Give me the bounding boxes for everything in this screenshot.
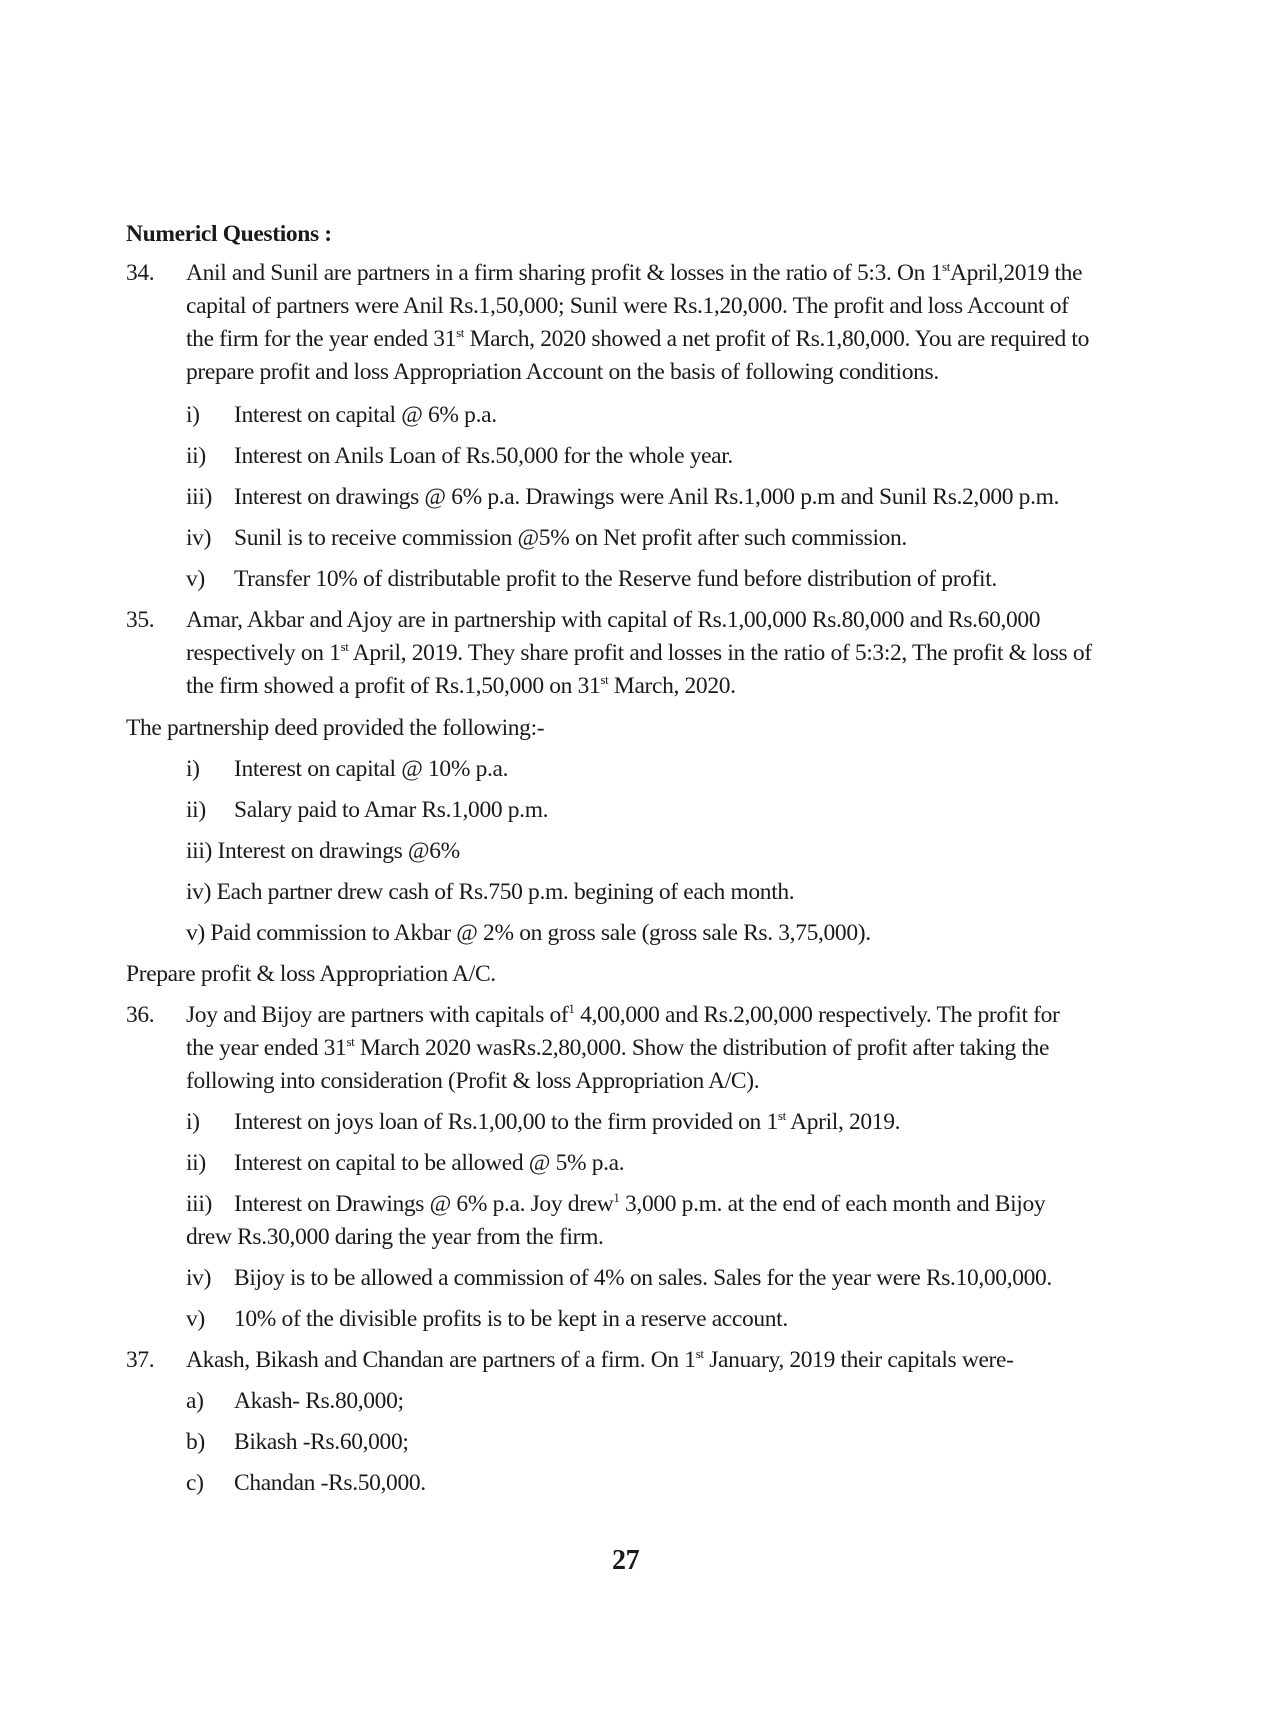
- q36-item-label: ii): [186, 1150, 206, 1176]
- q36-item-label: v): [186, 1306, 205, 1332]
- question-36-line-2: the year ended 31st March 2020 wasRs.2,80,000. Show the distribution of profit after taking the: [186, 1034, 1050, 1061]
- question-36-line-1: Joy and Bijoy are partners with capitals $of^1$ 4,00,000 and Rs.2,00,000 respectively. The profit for: [186, 1001, 1060, 1028]
- q36-item-text: Interest on capital to be allowed @ 5% p.a.: [234, 1150, 625, 1176]
- q36-item-text: Interest on joys loan of Rs.1,00,00 to the firm provided on 1st April, 2019.: [234, 1108, 901, 1135]
- question-34-line-1: Anil and Sunil are partners in a firm sharing profit & losses in the ratio of 5:3. On 1stApril,2019 the: [186, 259, 1083, 286]
- question-36-line-3: following into consideration (Profit & loss Appropriation A/C).: [186, 1068, 760, 1094]
- section-heading: Numericl Questions :: [126, 221, 332, 247]
- q34-item-text: Interest on capital @ 6% p.a.: [234, 402, 497, 428]
- q37-item-label: a): [186, 1388, 204, 1414]
- partnership-deed-intro: The partnership deed provided the following:-: [126, 715, 545, 741]
- q35-prepare: Prepare profit & loss Appropriation A/C.: [126, 961, 496, 987]
- q37-item-text: Akash- Rs.80,000;: [234, 1388, 404, 1414]
- q35-item-label: i): [186, 756, 200, 782]
- q37-item-text: Bikash -Rs.60,000;: [234, 1429, 409, 1455]
- q36-item-text: 10% of the divisible profits is to be kept in a reserve account.: [234, 1306, 788, 1332]
- q36-item-label: i): [186, 1109, 200, 1135]
- q37-item-label: c): [186, 1470, 204, 1496]
- question-35-number: 35.: [126, 607, 155, 633]
- question-34-line-3: the firm for the year ended 31st March, 2020 showed a net profit of Rs.1,80,000. You are required to: [186, 325, 1090, 352]
- question-35-line-3: the firm showed a profit of Rs.1,50,000 on 31st March, 2020.: [186, 672, 736, 699]
- q34-item-text: Transfer 10% of distributable profit to the Reserve fund before distribution of profit.: [234, 566, 997, 592]
- q36-item-label: iv): [186, 1265, 212, 1291]
- q36-item-text: Bijoy is to be allowed a commission of 4% on sales. Sales for the year were Rs.10,00,000.: [234, 1265, 1052, 1291]
- q34-item-text: Interest on Anils Loan of Rs.50,000 for the whole year.: [234, 443, 733, 469]
- question-36-number: 36.: [126, 1002, 155, 1028]
- q35-item-text: Interest on capital @ 10% p.a.: [234, 756, 509, 782]
- q36-item-text: Interest on Drawings @ 6% p.a. Joy drew$^1$ 3,000 p.m. at the end of each month and Bijoy: [234, 1190, 1046, 1217]
- q36-item-text-continued: drew Rs.30,000 daring the year from the firm.: [186, 1224, 604, 1250]
- page-number: 27: [612, 1545, 640, 1576]
- q34-item-label: iii): [186, 484, 213, 510]
- question-34-number: 34.: [126, 260, 155, 286]
- q34-item-label: i): [186, 402, 200, 428]
- q34-item-label: ii): [186, 443, 206, 469]
- question-35-line-2: respectively on 1st April, 2019. They share profit and losses in the ratio of 5:3:2, The profit & loss of: [186, 639, 1092, 666]
- q35-item-text: Salary paid to Amar Rs.1,000 p.m.: [234, 797, 549, 823]
- q35-item-inline: iv) Each partner drew cash of Rs.750 p.m. begining of each month.: [186, 879, 795, 905]
- question-34-line-4: prepare profit and loss Appropriation Account on the basis of following conditions.: [186, 359, 939, 385]
- q35-item-inline: v) Paid commission to Akbar @ 2% on gross sale (gross sale Rs. 3,75,000).: [186, 920, 871, 946]
- question-34-line-2: capital of partners were Anil Rs.1,50,000; Sunil were Rs.1,20,000. The profit and loss Account of: [186, 293, 1069, 319]
- q34-item-text: Sunil is to receive commission @5% on Net profit after such commission.: [234, 525, 907, 551]
- question-37-line-1: Akash, Bikash and Chandan are partners of a firm. On 1st January, 2019 their capitals were-: [186, 1346, 1014, 1373]
- q36-item-label: iii): [186, 1191, 213, 1217]
- q34-item-label: v): [186, 566, 205, 592]
- q35-item-inline: iii) Interest on drawings @6%: [186, 838, 460, 864]
- q34-item-label: iv): [186, 525, 212, 551]
- q37-item-text: Chandan -Rs.50,000.: [234, 1470, 426, 1496]
- q34-item-text: Interest on drawings @ 6% p.a. Drawings were Anil Rs.1,000 p.m and Sunil Rs.2,000 p.m.: [234, 484, 1060, 510]
- question-37-number: 37.: [126, 1347, 155, 1373]
- q37-item-label: b): [186, 1429, 205, 1455]
- q35-item-label: ii): [186, 797, 206, 823]
- question-35-line-1: Amar, Akbar and Ajoy are in partnership with capital of Rs.1,00,000 Rs.80,000 and Rs.60,000: [186, 607, 1041, 633]
